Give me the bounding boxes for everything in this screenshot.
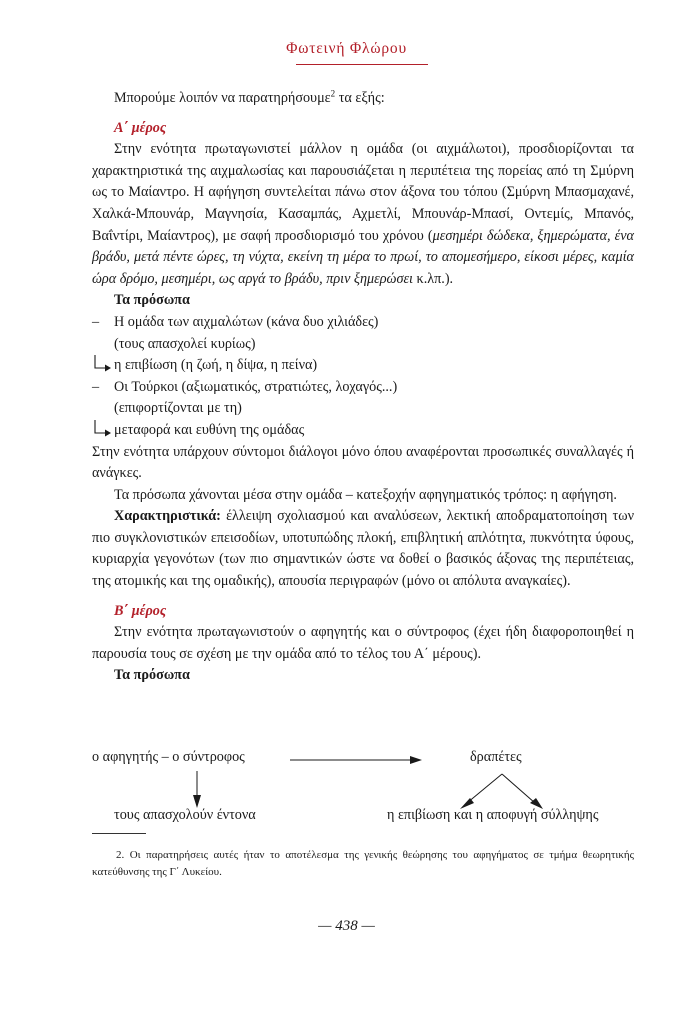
part-a-para1-italic: μεσημέρι δώδεκα, ξημερώματα, ένα βράδυ, μετά πέντε ώρες, τη νύχτα, εκείνη τη μέρα το πρωί, το απομεσήμερο, είκοσι μέρες, καμία ώρα δρόμο, μεσημέρι, ως αργά το βράδυ, πριν ξημερώσει bbox=[92, 227, 634, 287]
group-line bbox=[92, 312, 634, 334]
part-a-features bbox=[92, 506, 634, 592]
features-text: έλλειψη σχολιασμού και αναλύσεων, λεκτική αποδραματοποίηση των πιο συγκλονιστικών επεισοδίων, υποτυπώδης πλοκή, επιβλητική απλότητα, πυκνότητα ύφους, κυριαρχία γεγονότων (των πιο σημαντικών ώστε να δοθεί ο βασικός άξονας της περιπέτειας, της ατομικής και της ομαδικής), απουσία περιγραφών (μόνο οι απόλυτα αναγκαίες). bbox=[92, 508, 634, 590]
part-a-para1-end: κ.λπ.). bbox=[413, 270, 454, 287]
running-header-author: Φωτεινή Φλώρου bbox=[286, 40, 407, 57]
part-a-paragraph-3: Τα πρόσωπα χάνονται μέσα στην ομάδα – κατεξοχήν αφηγηματικός τρόπος: η αφήγηση. bbox=[114, 486, 617, 503]
turks-sub: (επιφορτίζονται με τη) bbox=[114, 400, 242, 417]
diagram-fugitives: δραπέτες bbox=[470, 749, 522, 765]
dash: – bbox=[92, 378, 100, 395]
intro-paragraph bbox=[92, 88, 634, 110]
turks-line bbox=[92, 377, 634, 399]
page-number: — 438 — bbox=[318, 918, 375, 934]
part-a-paragraph-1 bbox=[92, 139, 634, 290]
group-sub: (τους απασχολεί κυρίως) bbox=[114, 335, 256, 352]
turks-line-text: Οι Τούρκοι (αξιωματικός, στρατιώτες, λοχαγός...) bbox=[114, 378, 398, 395]
dash: – bbox=[92, 313, 100, 330]
part-b-paragraph-1: Στην ενότητα πρωταγωνιστούν ο αφηγητής και ο σύντροφος (έχει ήδη διαφοροποιηθεί η παρουσία τους σε σχέση με την ομάδα από το τέλος του Α΄ μέρους). bbox=[92, 624, 634, 662]
intro-text: Μπορούμε λοιπόν να παρατηρήσουμε bbox=[114, 90, 331, 106]
footnote: 2. Οι παρατηρήσεις αυτές ήταν το αποτέλεσμα της γενικής θεώρησης του αφηγήματος σε τμήμα θεωρητικής κατεύθυνσης της Γ΄ Λυκείου. bbox=[92, 849, 634, 878]
turks-arrow-text: μεταφορά και ευθύνη της ομάδας bbox=[114, 421, 305, 438]
diagram-outcome: η επιβίωση και η αποφυγή σύλληψης bbox=[387, 807, 599, 823]
bent-arrow-icon bbox=[94, 420, 112, 440]
part-b-persons-heading: Τα πρόσωπα bbox=[114, 667, 190, 684]
part-a-heading: Α΄ μέρος bbox=[114, 119, 167, 136]
diagram-busy: τους απασχολούν έντονα bbox=[114, 807, 256, 823]
group-arrow-text: η επιβίωση (η ζωή, η δίψα, η πείνα) bbox=[114, 357, 318, 374]
part-b-heading: Β΄ μέρος bbox=[114, 602, 167, 619]
header-rule bbox=[296, 64, 428, 65]
group-arrow-line bbox=[92, 355, 634, 377]
bent-arrow-icon bbox=[94, 355, 112, 375]
group-line-text: Η ομάδα των αιχμαλώτων (κάνα δυο χιλιάδες) bbox=[114, 313, 379, 330]
intro-text-end: τα εξής: bbox=[335, 90, 385, 106]
footnote-rule bbox=[92, 833, 146, 834]
part-a-para1-start: Στην ενότητα πρωταγωνιστεί μάλλον η ομάδα (οι αιχμάλωτοι), προσδιορίζονται τα χαρακτηριστικά της αιχμαλωσίας και παρουσιάζεται η περιπέτεια της πορείας από τη Σμύρνη ως το Μαίαντρο. Η αφήγηση συντελείται πάνω στον άξονα του τόπου (Σμύρνη Μπασμαχανέ, Χαλκά-Μπουνάρ, Μαγνησία, Κασαμπάς, Αχμετλί, Μπουνάρ-Μπασί, Οντεμίς, Μπανός, Βαΐντίρι, Μαίαντρος), με σαφή προσδιορισμό του χρόνου ( bbox=[92, 141, 634, 244]
main-text bbox=[92, 88, 634, 687]
footnote-ref: 2 bbox=[330, 88, 336, 99]
features-label: Χαρακτηριστικά: bbox=[114, 508, 221, 525]
part-a-paragraph-2: Στην ενότητα υπάρχουν σύντομοι διάλογοι μόνο όπου αναφέρονται προσωπικές συναλλαγές ή ανάγκες. bbox=[92, 443, 634, 482]
persons-diagram bbox=[92, 748, 634, 828]
turks-arrow-line bbox=[92, 420, 634, 442]
part-a-persons-heading: Τα πρόσωπα bbox=[114, 292, 190, 309]
diagram-narrator: ο αφηγητής – ο σύντροφος bbox=[92, 749, 245, 765]
